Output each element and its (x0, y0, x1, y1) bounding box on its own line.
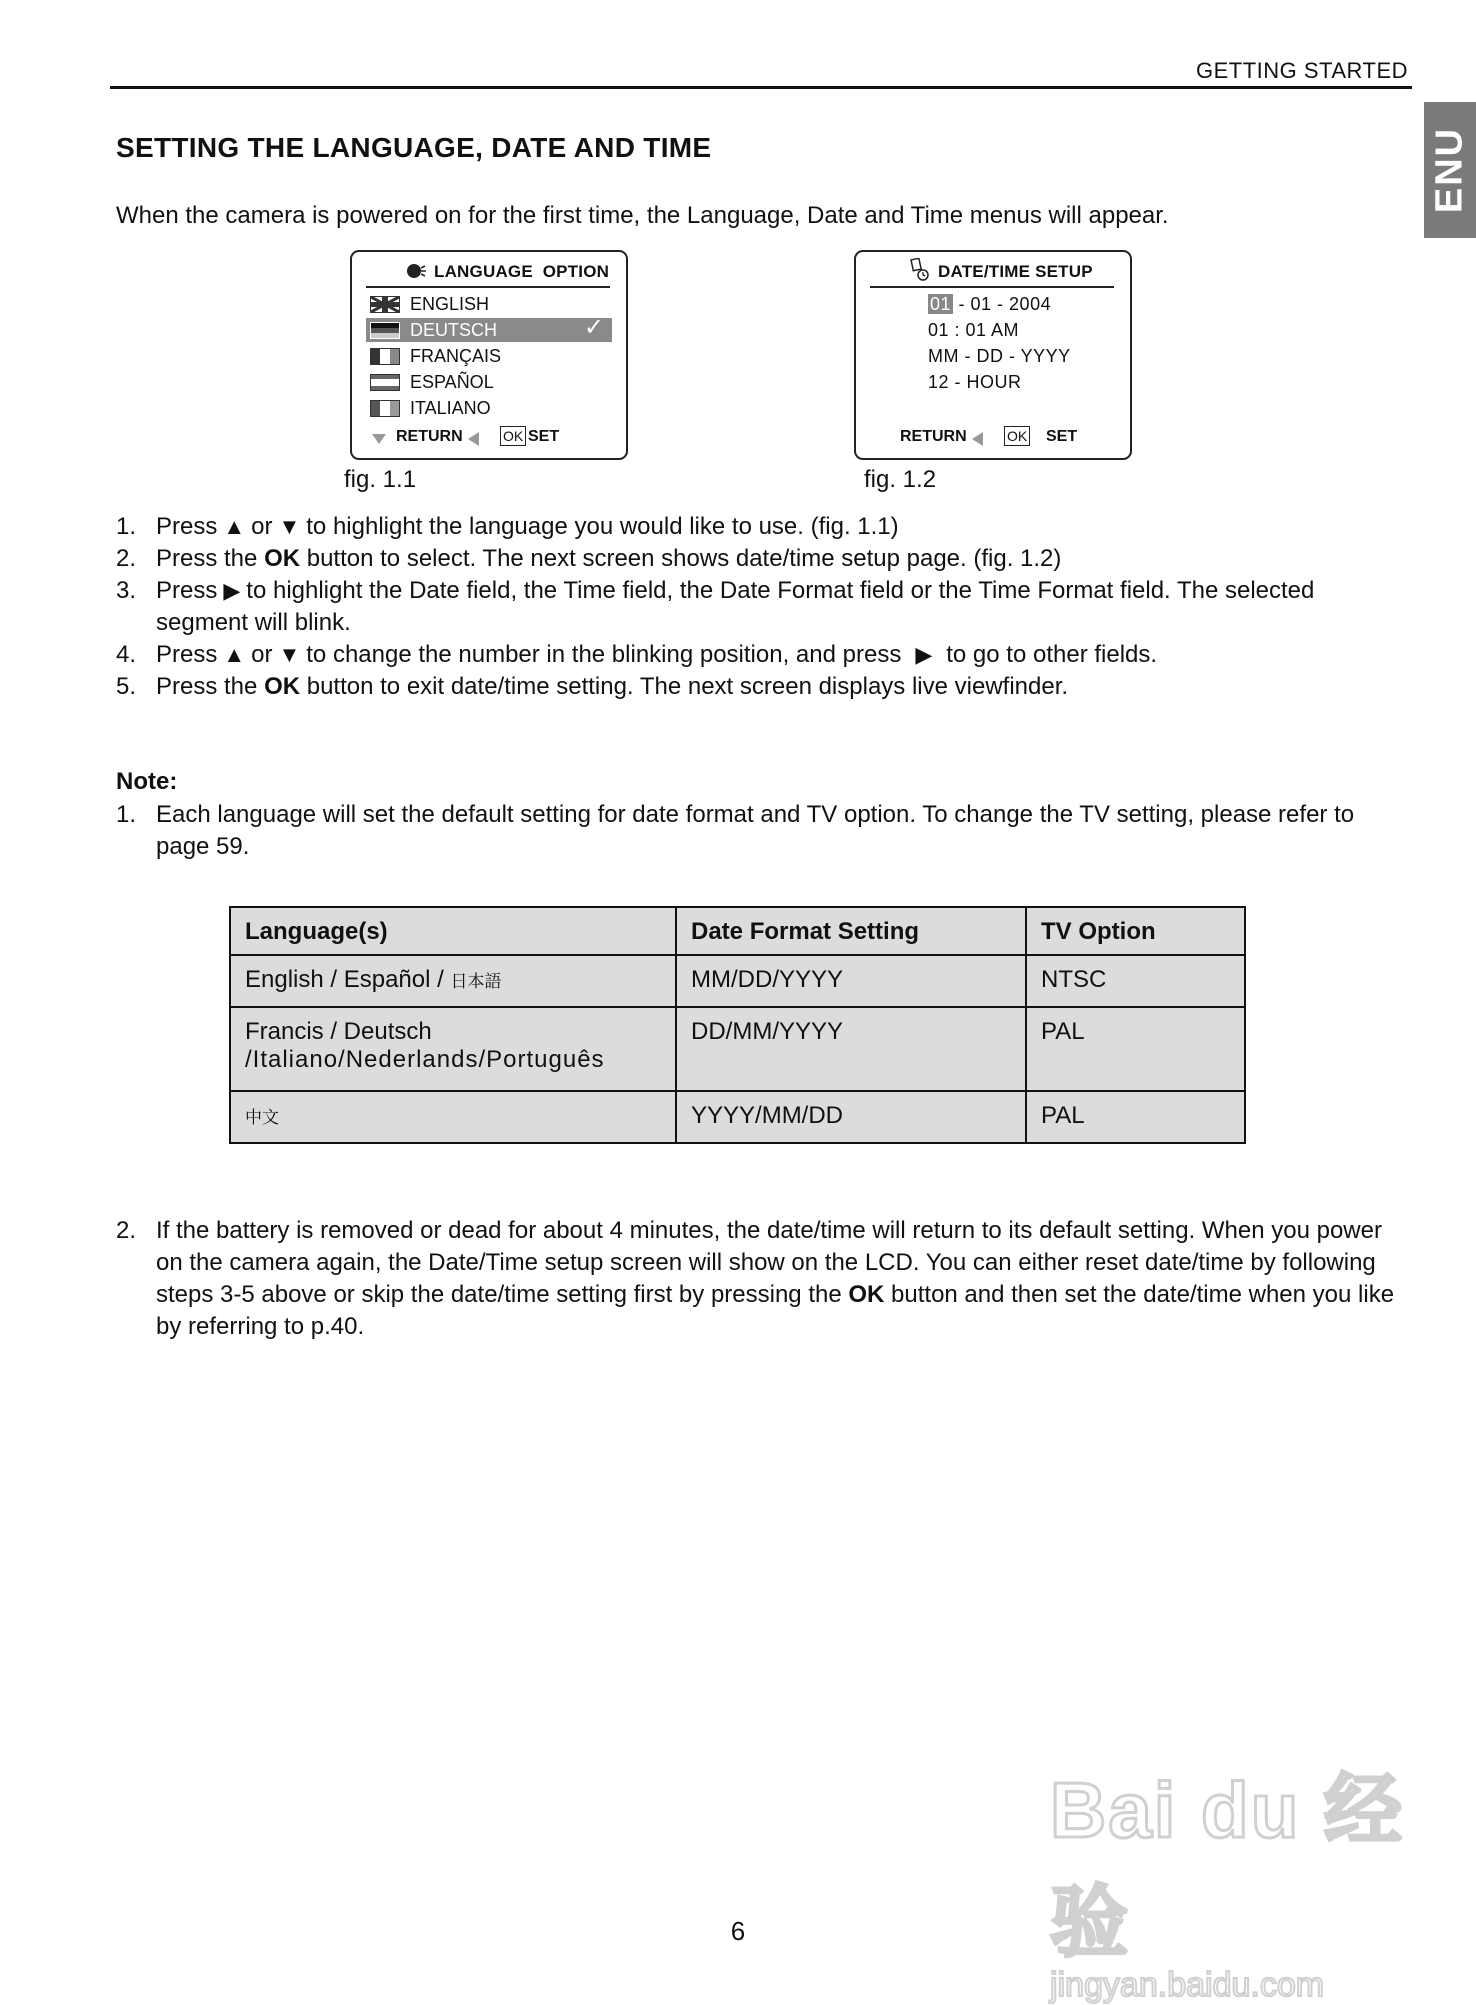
table-cell-tv-option: NTSC (1026, 955, 1245, 1007)
table-cell-language: Francis / Deutsch /Italiano/Nederlands/Português (230, 1007, 676, 1091)
table-header: Language(s) (230, 907, 676, 955)
step-number: 3. (116, 577, 137, 604)
note-heading: Note: (116, 768, 178, 795)
table-cell-date-format: DD/MM/YYYY (676, 1007, 1026, 1091)
figure-caption-1-1: fig. 1.1 (344, 466, 417, 493)
set-label: SET (528, 428, 560, 445)
down-arrow-icon: ▼ (278, 514, 301, 539)
step-text: Press the OK button to select. The next screen shows date/time setup page. (fig. 1.2) (156, 545, 1062, 572)
ok-button-icon: OK (500, 426, 526, 446)
page-number: 6 (730, 1916, 746, 1946)
page-title: SETTING THE LANGUAGE, DATE AND TIME (116, 132, 712, 163)
date-highlight-segment: 01 (930, 294, 952, 314)
table-row (230, 1091, 1245, 1143)
baidu-watermark (1050, 1748, 1476, 2005)
table-header-row (230, 907, 1245, 955)
lcd-divider (870, 286, 1114, 288)
ok-keyword: OK (848, 1281, 885, 1308)
uk-flag-icon (370, 296, 400, 313)
note-text: If the battery is removed or dead for about 4 minutes, the date/time will return to its default setting. When you power on the camera again, the Date/Time setup screen will show on the LCD. You can either reset date/time by following steps 3-5 above or skip the date/time setting first by pressing the OK button and then set the date/time when you like by referring to p.40. (156, 1217, 1395, 1340)
table-row (230, 1007, 1245, 1091)
ok-keyword: OK (264, 673, 301, 700)
step-text: Press ▲ or ▼ to change the number in the blinking position, and press ▶ to go to other fields. (156, 639, 1406, 671)
checkmark-icon: ✓ (583, 314, 604, 341)
french-flag-icon (370, 348, 400, 365)
language-label: ITALIANO (410, 398, 491, 418)
watermark-url: jingyan.baidu.com (1050, 1966, 1325, 2004)
table-row (230, 955, 1245, 1007)
language-item-francais[interactable] (366, 344, 612, 368)
intro-paragraph: When the camera is powered on for the first time, the Language, Date and Time menus will appear. (116, 202, 1169, 229)
right-arrow-icon: ▶ (223, 578, 241, 603)
language-item-italiano[interactable] (366, 396, 612, 420)
language-speech-icon (406, 262, 428, 285)
up-arrow-icon: ▲ (223, 642, 246, 667)
return-label: RETURN (396, 428, 463, 445)
table-cell-tv-option: PAL (1026, 1091, 1245, 1143)
time-format-field[interactable]: 12 - HOUR (928, 372, 1022, 392)
language-settings-table (229, 906, 1246, 1144)
step-text: Press the OK button to exit date/time setting. The next screen displays live viewfinder. (156, 673, 1069, 700)
down-arrow-icon (372, 434, 386, 444)
language-label: DEUTSCH (410, 320, 498, 340)
language-option-screen (350, 250, 628, 460)
header-rule (110, 86, 1412, 89)
ok-keyword: OK (264, 545, 301, 572)
table-cell-language: English / Español / 日本語 (230, 955, 676, 1007)
return-label: RETURN (900, 428, 967, 445)
table-cell-date-format: MM/DD/YYYY (676, 955, 1026, 1007)
language-screen-title: LANGUAGE OPTION (434, 262, 610, 281)
language-item-english[interactable] (366, 292, 612, 316)
clock-icon (908, 258, 930, 287)
language-item-deutsch[interactable] (366, 314, 612, 342)
step-text: Press ▶ to highlight the Date field, the Time field, the Date Format field or the Time Format field. The selected segment will blink. (156, 577, 1315, 636)
right-arrow-icon: ▶ (915, 642, 933, 667)
step-text: Press ▲ or ▼ to highlight the language you would like to use. (fig. 1.1) (156, 511, 1406, 543)
date-rest: - 01 - 2004 (953, 294, 1052, 314)
italian-flag-icon (370, 400, 400, 417)
step-number: 1. (116, 513, 137, 540)
step-number: 2. (116, 545, 137, 572)
language-label: ENGLISH (410, 294, 490, 314)
down-arrow-icon: ▼ (278, 642, 301, 667)
table-header: TV Option (1026, 907, 1245, 955)
language-item-espanol[interactable] (366, 370, 612, 394)
left-arrow-icon (972, 432, 983, 446)
german-flag-icon (370, 322, 400, 339)
table-header: Date Format Setting (676, 907, 1026, 955)
date-time-screen-title: DATE/TIME SETUP (938, 262, 1093, 281)
date-format-field[interactable]: MM - DD - YYYY (928, 346, 1071, 366)
language-label: FRANÇAIS (410, 346, 502, 366)
set-label: SET (1046, 428, 1078, 445)
table-cell-language: 中文 (230, 1091, 676, 1143)
note-number: 1. (116, 801, 137, 828)
step-number: 4. (116, 641, 137, 668)
up-arrow-icon: ▲ (223, 514, 246, 539)
table-cell-tv-option: PAL (1026, 1007, 1245, 1091)
table-cell-date-format: YYYY/MM/DD (676, 1091, 1026, 1143)
language-side-tab (1424, 102, 1476, 238)
date-field[interactable] (928, 294, 1051, 315)
step-number: 5. (116, 673, 137, 700)
language-label: ESPAÑOL (410, 372, 494, 392)
time-field[interactable]: 01 : 01 AM (928, 320, 1020, 340)
watermark-logo: Bai du 经验 (1050, 1766, 1405, 1966)
lcd-divider (366, 286, 610, 288)
date-time-setup-screen (854, 250, 1132, 460)
note-text: Each language will set the default setting for date format and TV option. To change the TV setting, please refer to page 59. (156, 801, 1355, 860)
running-header: GETTING STARTED (1195, 58, 1408, 83)
figure-caption-1-2: fig. 1.2 (864, 466, 937, 493)
ok-button-icon: OK (1004, 426, 1030, 446)
note-number: 2. (116, 1217, 137, 1244)
spanish-flag-icon (370, 374, 400, 391)
side-tab-label: ENU (1428, 126, 1471, 214)
left-arrow-icon (468, 432, 479, 446)
